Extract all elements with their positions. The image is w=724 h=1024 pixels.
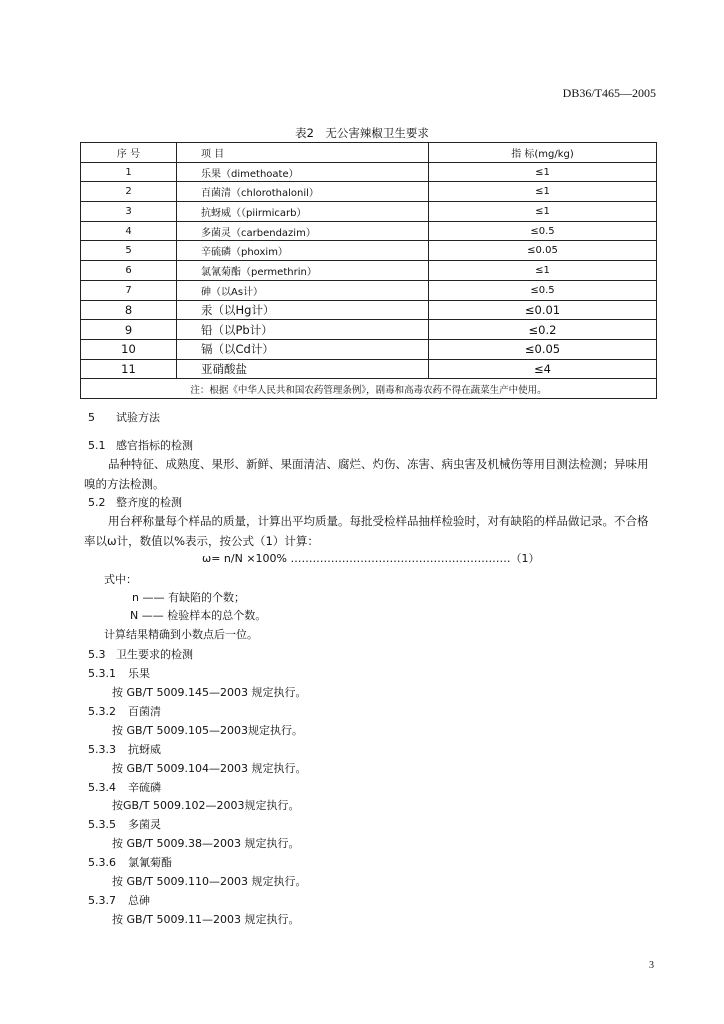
document-code: DB36/T465—2005 [562, 86, 656, 100]
table-row [81, 261, 657, 281]
table-header-row [81, 143, 657, 163]
section-number: 5.3 [88, 648, 106, 661]
section-5-1-text: 品种特征、成熟度、果形、新鲜、果面清洁、腐烂、灼伤、冻害、病虫害及机械伤等用目测法检测；异味用嗅的方法检测。 [84, 457, 649, 491]
table-row [81, 320, 657, 340]
row-no: 4 [81, 221, 177, 241]
section-title: 氯氰菊酯 [128, 856, 172, 869]
section-5-3-2-text: 按 GB/T 5009.105—2003规定执行。 [112, 724, 303, 737]
section-5-3-6-text: 按 GB/T 5009.110—2003 规定执行。 [112, 875, 307, 888]
row-no: 2 [81, 182, 177, 202]
section-5-3-5-text: 按 GB/T 5009.38—2003 规定执行。 [112, 837, 300, 850]
row-item: 乐果（dimethoate） [177, 162, 429, 182]
row-no: 9 [81, 320, 177, 340]
row-item: 砷（以As计） [177, 280, 429, 300]
section-number: 5 [88, 411, 95, 424]
header-no: 序 号 [81, 143, 177, 163]
section-title: 感官指标的检测 [116, 439, 193, 452]
row-item: 氯氰菊酯（permethrin） [177, 261, 429, 281]
section-number: 5.3.5 [88, 818, 116, 831]
section-number: 5.1 [88, 439, 106, 452]
section-title: 卫生要求的检测 [116, 648, 193, 661]
row-no: 5 [81, 241, 177, 261]
row-no: 7 [81, 280, 177, 300]
formula-where: 式中： [104, 573, 137, 586]
section-number: 5.3.6 [88, 856, 116, 869]
row-value: ≤1 [429, 202, 657, 222]
precision-note: 计算结果精确到小数点后一位。 [104, 628, 258, 641]
row-value: ≤0.01 [429, 300, 657, 320]
row-item: 抗蚜威（（piirmicarb） [177, 202, 429, 222]
row-value: ≤1 [429, 182, 657, 202]
section-number: 5.2 [88, 496, 106, 509]
row-no: 10 [81, 339, 177, 359]
row-no: 3 [81, 202, 177, 222]
section-title: 多菌灵 [128, 818, 161, 831]
formula-var-N: N —— 检验样本的总个数。 [130, 609, 267, 622]
row-value: ≤0.5 [429, 280, 657, 300]
table-row [81, 202, 657, 222]
row-item: 多菌灵（carbendazim） [177, 221, 429, 241]
row-item: 亚硝酸盐 [177, 359, 429, 379]
section-number: 5.3.2 [88, 705, 116, 718]
section-5-heading [88, 409, 160, 425]
row-no: 1 [81, 162, 177, 182]
row-item: 铅（以Pb计） [177, 320, 429, 340]
hygiene-requirements-table [80, 142, 657, 399]
section-title: 百菌清 [128, 705, 161, 718]
table-row [81, 280, 657, 300]
row-value: ≤0.5 [429, 221, 657, 241]
section-title: 辛硫磷 [128, 781, 161, 794]
row-no: 6 [81, 261, 177, 281]
row-item: 辛硫磷（phoxim） [177, 241, 429, 261]
row-no: 11 [81, 359, 177, 379]
row-value: ≤1 [429, 162, 657, 182]
section-number: 5.3.1 [88, 667, 116, 680]
section-number: 5.3.7 [88, 894, 116, 907]
section-5-3-3-heading [88, 741, 161, 757]
row-item: 百菌清（chlorothalonil） [177, 182, 429, 202]
row-no: 8 [81, 300, 177, 320]
formula: ω= n/N ×100% ……………………………………………………（1） [202, 552, 540, 565]
table-row [81, 339, 657, 359]
section-5-3-1-text: 按 GB/T 5009.145—2003 规定执行。 [112, 686, 307, 699]
page-number: 3 [649, 960, 654, 971]
header-value: 指 标(mg/kg) [429, 143, 657, 163]
table-row [81, 359, 657, 379]
header-item: 项 目 [177, 143, 429, 163]
formula-var-n: n —— 有缺陷的个数； [132, 591, 245, 604]
table-row [81, 221, 657, 241]
row-item: 汞（以Hg计） [177, 300, 429, 320]
table-row [81, 162, 657, 182]
section-5-2-text: 用台秤称量每个样品的质量，计算出平均质量。每批受检样品抽样检验时，对有缺陷的样品做记录。不合格率以ω计，数值以%表示，按公式（1）计算： [84, 514, 649, 548]
section-title: 乐果 [128, 667, 150, 680]
section-5-3-heading [88, 646, 193, 662]
row-value: ≤0.05 [429, 241, 657, 261]
row-value: ≤0.2 [429, 320, 657, 340]
row-value: ≤1 [429, 261, 657, 281]
section-number: 5.3.3 [88, 743, 116, 756]
table-title: 表2 无公害辣椒卫生要求 [295, 126, 429, 140]
section-5-3-7-text: 按 GB/T 5009.11—2003 规定执行。 [112, 913, 300, 926]
section-title: 抗蚜威 [128, 743, 161, 756]
section-title: 整齐度的检测 [116, 496, 182, 509]
table-row [81, 241, 657, 261]
section-5-2-heading [88, 494, 182, 510]
section-5-3-7-heading [88, 892, 150, 908]
table-note: 注：根据《中华人民共和国农药管理条例》，剧毒和高毒农药不得在蔬菜生产中使用。 [81, 379, 657, 399]
section-5-3-4-text: 按GB/T 5009.102—2003规定执行。 [112, 799, 300, 812]
section-number: 5.3.4 [88, 781, 116, 794]
row-value: ≤0.05 [429, 339, 657, 359]
section-5-3-6-heading [88, 854, 172, 870]
section-title: 试验方法 [116, 411, 160, 424]
section-5-3-2-heading [88, 703, 161, 719]
section-5-1-heading [88, 437, 193, 453]
row-item: 镉（以Cd计） [177, 339, 429, 359]
row-value: ≤4 [429, 359, 657, 379]
table-row [81, 182, 657, 202]
section-5-3-5-heading [88, 816, 161, 832]
table-note-row [81, 379, 657, 399]
section-title: 总砷 [128, 894, 150, 907]
section-5-3-3-text: 按 GB/T 5009.104—2003 规定执行。 [112, 762, 307, 775]
section-5-3-4-heading [88, 779, 161, 795]
table-row [81, 300, 657, 320]
section-5-3-1-heading [88, 665, 150, 681]
